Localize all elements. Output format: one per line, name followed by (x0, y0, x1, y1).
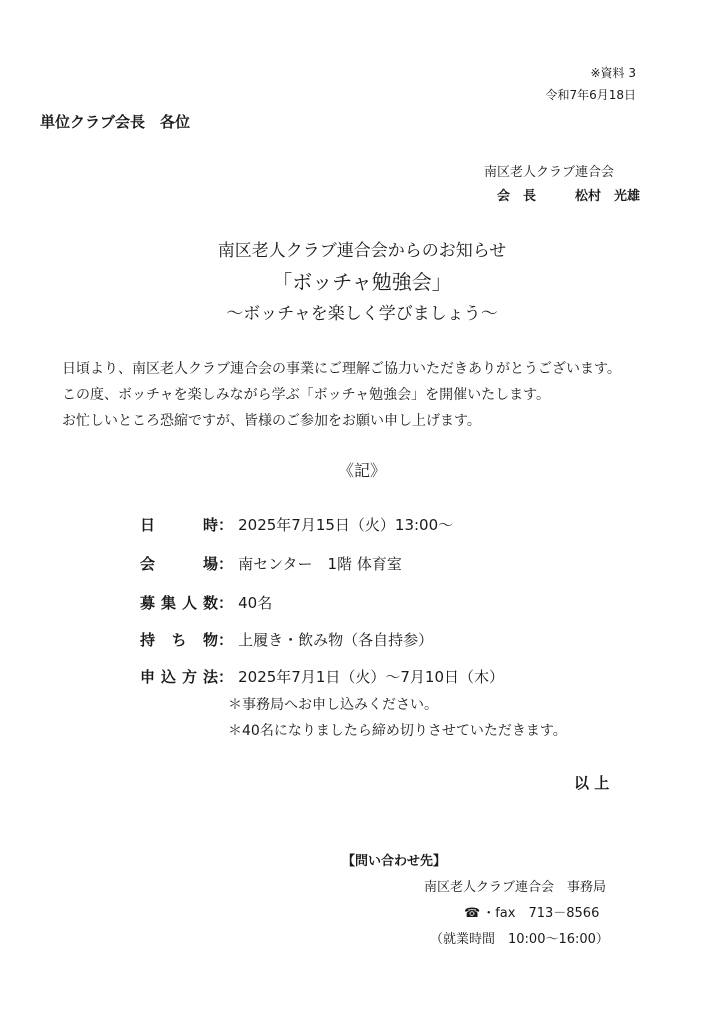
capacity-value: 40名 (238, 594, 273, 612)
items-label: 持 ち 物 (140, 631, 218, 649)
closing-ijou: 以 上 (574, 774, 610, 792)
venue-label: 会 場 (140, 555, 218, 573)
title-line-1: 南区老人クラブ連合会からのお知らせ (217, 241, 507, 261)
document-date: 令和7年6月18日 (545, 88, 636, 102)
detail-row-apply (140, 666, 504, 687)
contact-hours: （就業時間 10:00～16:00） (430, 932, 609, 947)
recipient: 単位クラブ会長 各位 (40, 113, 191, 131)
detail-row-capacity (140, 592, 272, 613)
contact-phone-number: ・fax 713－8566 (482, 906, 600, 921)
capacity-colon: ： (218, 594, 234, 612)
sender-organization: 南区老人クラブ連合会 (484, 165, 615, 180)
apply-note-2: ＊40名になりましたら締め切りさせていただきます。 (228, 723, 567, 739)
venue-colon: ： (218, 555, 234, 573)
body-paragraph-1: 日頃より、南区老人クラブ連合会の事業にご理解ご協力いただきありがとうございます。 (62, 361, 621, 377)
contact-heading: 【問い合わせ先】 (342, 854, 447, 869)
apply-note-1: ＊事務局へお申し込みください。 (228, 697, 438, 713)
apply-colon: ： (218, 668, 234, 686)
document-reference: ※資料 3 (590, 66, 636, 80)
contact-phone (464, 902, 599, 921)
capacity-label: 募 集 人 数 (140, 594, 218, 612)
sender-title-name: 会 長 松村 光雄 (497, 189, 641, 204)
contact-office: 南区老人クラブ連合会 事務局 (424, 880, 607, 895)
detail-row-venue (140, 553, 402, 574)
detail-row-items (140, 629, 433, 650)
detail-row-date (140, 514, 453, 535)
items-colon: ： (218, 631, 234, 649)
title-line-3: ～ボッチャを楽しく学びましょう～ (226, 304, 498, 324)
date-colon: ： (218, 516, 234, 534)
items-value: 上履き・飲み物（各自持参） (238, 631, 434, 649)
date-value: 2025年7月15日（火）13:00～ (238, 516, 454, 534)
apply-label: 申 込 方 法 (140, 668, 218, 686)
title-line-2: 「ボッチャ勉強会」 (272, 270, 452, 294)
body-paragraph-3: お忙しいところ恐縮ですが、皆様のご参加をお願い申し上げます。 (62, 413, 481, 429)
date-label: 日 時 (140, 516, 218, 534)
body-paragraph-2: この度、ボッチャを楽しみながら学ぶ「ボッチャ勉強会」を開催いたします。 (62, 387, 551, 403)
apply-value: 2025年7月1日（火）～7月10日（木） (238, 668, 505, 686)
venue-value: 南センター 1階 体育室 (238, 555, 402, 573)
phone-icon: ☎ (464, 906, 481, 921)
ki-heading: 《記》 (337, 461, 386, 480)
